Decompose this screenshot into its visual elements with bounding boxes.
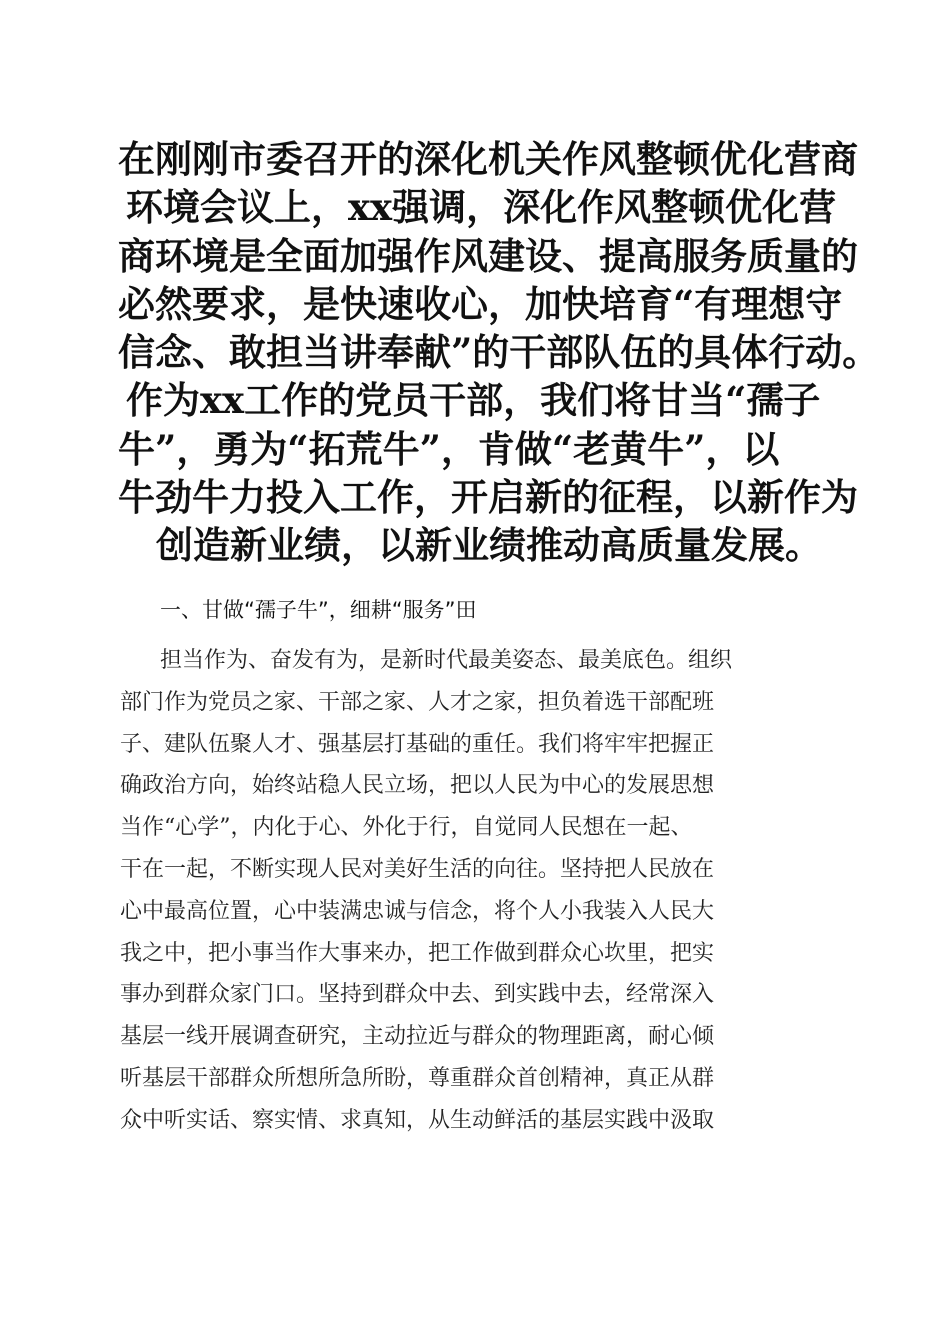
body-line: 我之中，把小事当作大事来办，把工作做到群众心坎里，把实 [120,940,715,966]
body-line: 事办到群众家门口。坚持到群众中去、到实践中去，经常深入 [120,982,715,1008]
intro-paragraph [118,135,880,570]
intro-line: 创造新业绩，以新业绩推动高质量发展。 [156,523,822,568]
body-line: 当作“心学”，内化于心、外化于行，自觉同人民想在一起、 [120,815,693,841]
intro-line: 作为xx工作的党员干部，我们将甘当“孺子 [126,378,821,423]
body-line: 基层一线开展调查研究，主动拉近与群众的物理距离，耐心倾 [120,1024,715,1050]
intro-line: 必然要求，是快速收心，加快培育“有理想守 [118,281,843,326]
body-line: 听基层干部群众所想所急所盼，尊重群众首创精神，真正从群 [120,1065,715,1091]
section-body-paragraph [120,640,830,1142]
section-heading: 一、甘做“孺子牛”，细耕“服务”田 [160,598,477,622]
body-line: 众中听实话、察实情、求真知，从生动鲜活的基层实践中汲取 [120,1107,715,1133]
intro-line: 商环境是全面加强作风建设、提高服务质量的 [118,233,858,278]
body-line: 部门作为党员之家、干部之家、人才之家，担负着选干部配班 [120,689,715,715]
body-line: 心中最高位置，心中装满忠诚与信念，将个人小我装入人民大 [120,898,715,924]
body-line: 干在一起，不断实现人民对美好生活的向往。坚持把人民放在 [120,856,715,882]
intro-line: 牛劲牛力投入工作，开启新的征程，以新作为 [118,475,858,520]
intro-line: 信念、敢担当讲奉献”的干部队伍的具体行动。 [118,330,880,375]
body-line: 确政治方向，始终站稳人民立场，把以人民为中心的发展思想 [120,773,715,799]
intro-line: 环境会议上，xx强调，深化作风整顿优化营 [126,185,837,230]
body-line: 子、建队伍聚人才、强基层打基础的重任。我们将牢牢把握正 [120,731,715,757]
body-line: 担当作为、奋发有为，是新时代最美姿态、最美底色。组织 [160,648,733,673]
intro-line: 在刚刚市委召开的深化机关作风整顿优化营商 [118,137,858,181]
intro-line: 牛”，勇为“拓荒牛”，肯做“老黄牛”，以 [118,426,780,471]
